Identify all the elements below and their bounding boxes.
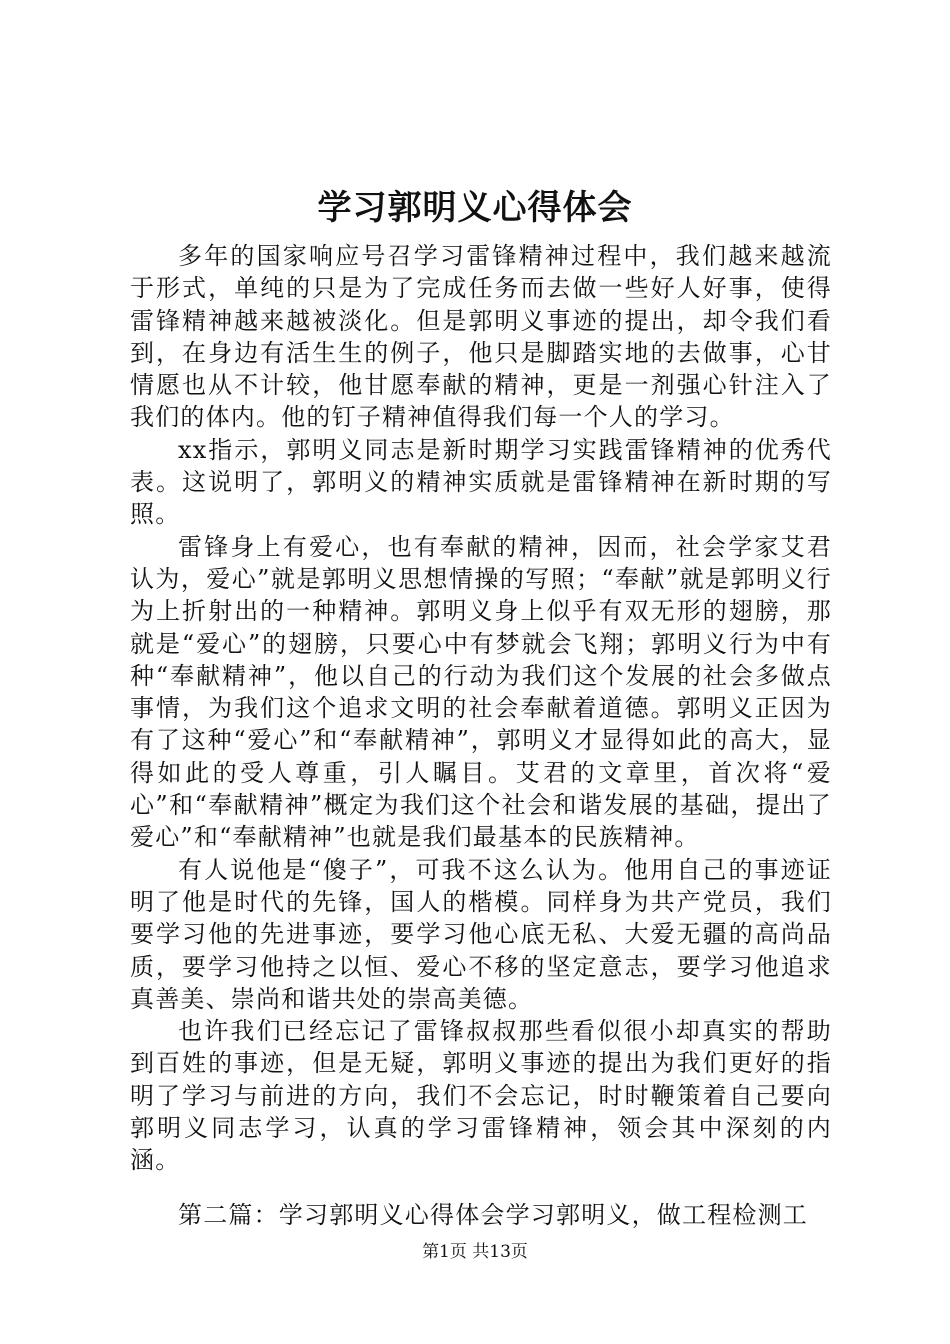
paragraph-5: 也许我们已经忘记了雷锋叔叔那些看似很小却真实的帮助到百姓的事迹，但是无疑，郭明义事迹的提出为我们更好的指明了学习与前进的方向，我们不会忘记，时时鞭策着自己要向郭明义同志学习，认真的学习雷锋精神，领会其中深刻的内涵。 [130,1017,832,1175]
page-indicator: 第1页 共13页 [422,1242,528,1262]
document-title: 学习郭明义心得体会 [317,188,633,228]
document-body [130,240,832,1231]
next-section-heading: 第二篇：学习郭明义心得体会学习郭明义，做工程检测工 [178,1200,808,1229]
page-footer [0,1240,950,1264]
paragraph-4: 有人说他是“傻子”，可我不这么认为。他用自己的事迹证明了他是时代的先锋，国人的楷模。同样身为共产党员，我们要学习他的先进事迹，要学习他心底无私、大爱无疆的高尚品质，要学习他持之以恒、爱心不移的坚定意志，要学习他追求真善美、崇尚和谐共处的崇高美德。 [130,855,832,1013]
paragraph-1: 多年的国家响应号召学习雷锋精神过程中，我们越来越流于形式，单纯的只是为了完成任务而去做一些好人好事，使得雷锋精神越来越被淡化。但是郭明义事迹的提出，却令我们看到，在身边有活生生的例子，他只是脚踏实地的去做事，心甘情愿也从不计较，他甘愿奉献的精神，更是一剂强心针注入了我们的体内。他的钉子精神值得我们每一个人的学习。 [130,242,832,432]
paragraph-2: xx指示，郭明义同志是新时期学习实践雷锋精神的优秀代表。这说明了，郭明义的精神实质就是雷锋精神在新时期的写照。 [130,435,832,529]
paragraph-3: 雷锋身上有爱心，也有奉献的精神，因而，社会学家艾君认为，爱心”就是郭明义思想情操的写照；“奉献”就是郭明义行为上折射出的一种精神。郭明义身上似乎有双无形的翅膀，那就是“爱心”的翅膀，只要心中有梦就会飞翔；郭明义行为中有种“奉献精神”，他以自己的行动为我们这个发展的社会多做点事情，为我们这个追求文明的社会奉献着道德。郭明义正因为有了这种“爱心”和“奉献精神”，郭明义才显得如此的高大，显得如此的受人尊重，引人瞩目。艾君的文章里，首次将“爱心”和“奉献精神”概定为我们这个社会和谐发展的基础，提出了爱心”和“奉献精神”也就是我们最基本的民族精神。 [130,532,832,852]
